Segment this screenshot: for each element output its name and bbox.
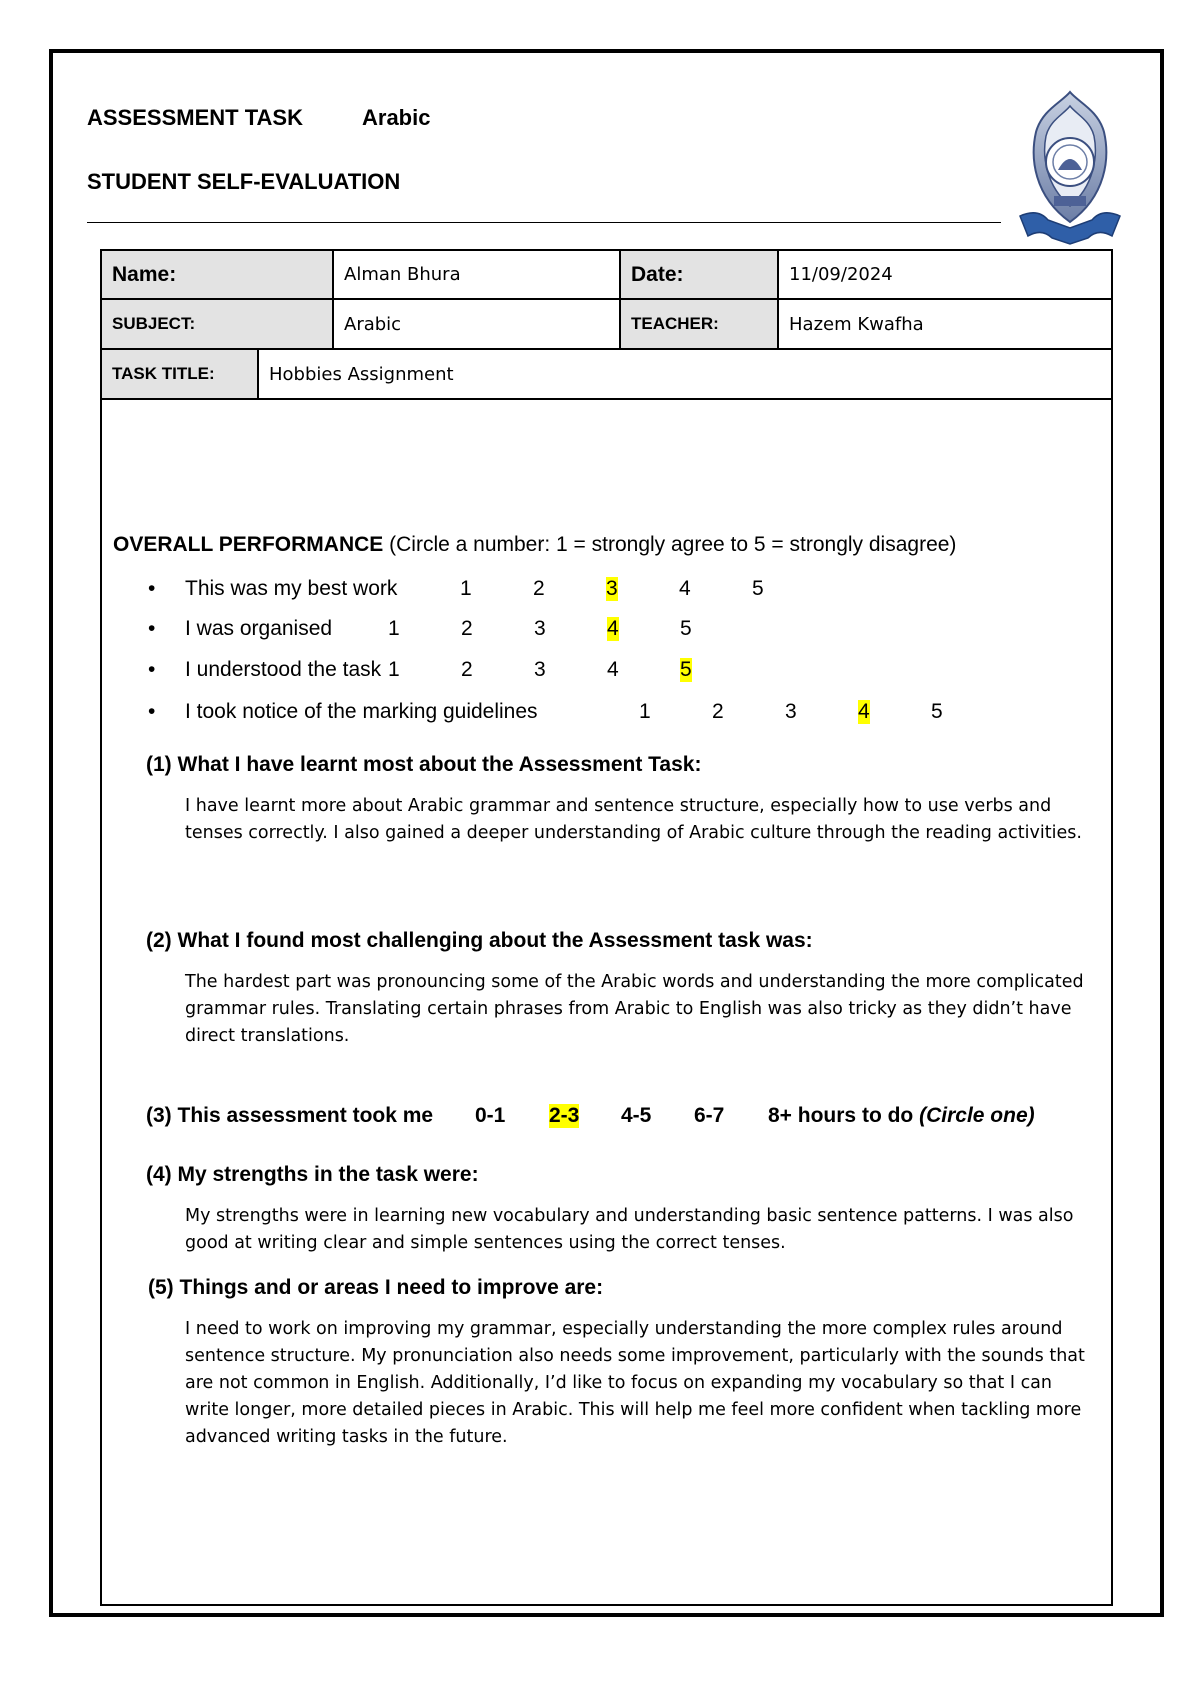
performance-title-bold: OVERALL PERFORMANCE (113, 533, 384, 556)
hours-option[interactable]: 4-5 (621, 1104, 652, 1127)
question-5-answer[interactable]: I need to work on improving my grammar, especially understanding the more complex rules around sentence structure. My pronunciation also needs some improvement, particularly with the sounds that are not common in English. Additionally, I’d like to focus on expanding my vocabulary so that I can write longer, more detailed pieces in Arabic. This will help me feel more confident when tackling more advanced writing tasks in the future. (185, 1319, 1085, 1447)
date-label: Date: (621, 251, 779, 298)
school-crest-icon (1018, 88, 1122, 250)
rating-option-3[interactable]: 3 (785, 700, 797, 723)
subject-label: SUBJECT: (102, 300, 334, 348)
question-4-title: (4) My strengths in the task were: (146, 1163, 479, 1186)
rating-option-5[interactable]: 5 (752, 577, 764, 600)
rating-option-2[interactable]: 2 (712, 700, 724, 723)
hours-suffix (768, 1104, 1035, 1128)
bullet-icon: • (148, 700, 156, 723)
evaluation-form (100, 249, 1113, 1606)
circle-one-instruction: (Circle one) (919, 1104, 1035, 1127)
performance-title-instruction: (Circle a number: 1 = strongly agree to 5 = strongly disagree) (389, 533, 957, 556)
rating-statement: I understood the task (185, 658, 382, 681)
rating-option-1[interactable]: 1 (460, 577, 472, 600)
rating-option-2[interactable]: 2 (461, 658, 473, 681)
teacher-field[interactable]: Hazem Kwafha (789, 313, 924, 335)
hours-suffix-text: 8+ hours to do (768, 1104, 914, 1127)
self-evaluation-heading: STUDENT SELF-EVALUATION (87, 169, 401, 194)
hours-option[interactable]: 2-3 (549, 1104, 580, 1127)
evaluation-content (102, 251, 1111, 1604)
question-5-title: (5) Things and or areas I need to improve are: (148, 1276, 604, 1299)
rating-statement: I was organised (185, 617, 333, 640)
rating-option-4[interactable]: 4 (607, 658, 619, 681)
rating-option-1[interactable]: 1 (388, 617, 400, 640)
rating-statement: I took notice of the marking guidelines (185, 700, 538, 723)
date-field[interactable]: 11/09/2024 (789, 264, 893, 285)
task-title-label: TASK TITLE: (102, 350, 259, 398)
assessment-task-heading: ASSESSMENT TASK (87, 105, 303, 130)
subject-field[interactable]: Arabic (334, 300, 621, 348)
hours-option[interactable]: 0-1 (475, 1104, 506, 1127)
question-3-title: (3) This assessment took me (146, 1104, 434, 1127)
question-4-answer[interactable]: My strengths were in learning new vocabulary and understanding basic sentence patterns. I was also good at writing clear and simple sentences using the correct tenses. (185, 1206, 1074, 1253)
name-label: Name: (102, 251, 334, 298)
rating-option-4[interactable]: 4 (858, 700, 870, 723)
question-2-answer[interactable]: The hardest part was pronouncing some of the Arabic words and understanding the more complicated grammar rules. Translating certain phrases from Arabic to English was also tricky as they didn’t have direct translations. (185, 972, 1084, 1046)
hours-option[interactable]: 6-7 (694, 1104, 725, 1127)
rating-option-5[interactable]: 5 (680, 658, 692, 681)
rating-option-5[interactable]: 5 (931, 700, 943, 723)
bullet-icon: • (148, 577, 156, 600)
question-2-title: (2) What I found most challenging about the Assessment task was: (146, 929, 813, 952)
rating-option-3[interactable]: 3 (534, 617, 546, 640)
name-field[interactable]: Alman Bhura (334, 251, 621, 298)
subject-heading: Arabic (362, 105, 431, 130)
header-rule (87, 222, 1001, 223)
rating-option-3[interactable]: 3 (606, 577, 618, 600)
rating-option-1[interactable]: 1 (388, 658, 400, 681)
teacher-label: TEACHER: (621, 300, 779, 348)
rating-option-3[interactable]: 3 (534, 658, 546, 681)
bullet-icon: • (148, 617, 156, 640)
bullet-icon: • (148, 658, 156, 681)
rating-option-4[interactable]: 4 (607, 617, 619, 640)
task-title-field[interactable]: Hobbies Assignment (269, 363, 454, 385)
rating-option-2[interactable]: 2 (461, 617, 473, 640)
rating-option-1[interactable]: 1 (639, 700, 651, 723)
question-1-title: (1) What I have learnt most about the Assessment Task: (146, 753, 702, 776)
overall-performance-title (113, 533, 956, 557)
rating-option-5[interactable]: 5 (680, 617, 692, 640)
rating-option-2[interactable]: 2 (533, 577, 545, 600)
rating-statement: This was my best work (185, 577, 398, 600)
question-1-answer[interactable]: I have learnt more about Arabic grammar and sentence structure, especially how to use verbs and tenses correctly. I also gained a deeper understanding of Arabic culture through the reading activities. (185, 796, 1082, 843)
rating-option-4[interactable]: 4 (679, 577, 691, 600)
